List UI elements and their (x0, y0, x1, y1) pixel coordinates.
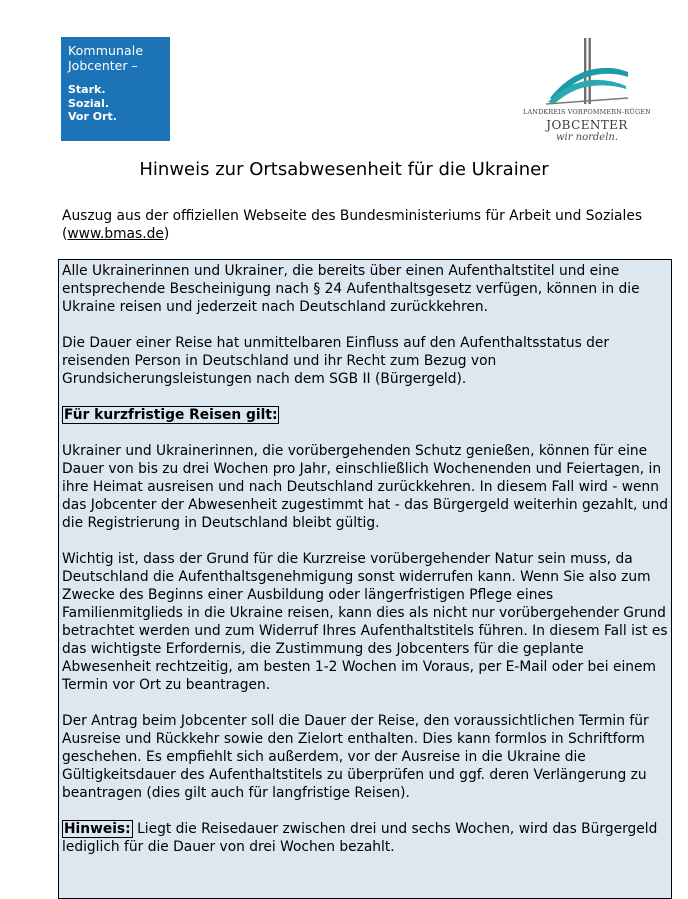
intro-text (62, 207, 682, 243)
intro-sentence: Auszug aus der offiziellen Webseite des Bundesministeriums für Arbeit und Soziales ( (62, 208, 643, 242)
page-title: Hinweis zur Ortsabwesenheit für die Ukrainer (139, 159, 549, 180)
logo-right-jobcenter: JOBCENTER (546, 118, 628, 132)
bridge-emblem-icon (542, 36, 632, 106)
logo-left-line2: Jobcenter – (68, 58, 138, 73)
logo-left-line1: Kommunale (68, 43, 144, 58)
logo-right-district: LANDKREIS VORPOMMERN-RÜGEN (523, 108, 651, 116)
slogan-line-2: Sozial. (68, 96, 110, 110)
paragraph-1: Alle Ukrainerinnen und Ukrainer, die bereits über einen Aufenthaltstitel und eine entsprechende Bescheinigung nach § 24 Aufenthaltsgesetz verfügen, können in die Ukraine reisen und jederzeit nach Deutschland zurückkehren. (62, 263, 640, 315)
slogan-line-1: Stark. (68, 83, 106, 96)
note-label: Hinweis: (64, 821, 131, 837)
logo-right-tagline: wir nordeln. (555, 132, 619, 143)
kommunale-jobcenter-logo (61, 37, 170, 141)
heading-short-trips: Für kurzfristige Reisen gilt: (64, 407, 278, 423)
note-paragraph (62, 820, 668, 856)
paragraph-3: Ukrainer und Ukrainerinnen, die vorübergehenden Schutz genießen, können für eine Dauer von bis zu drei Wochen pro Jahr, einschließlich Wochenenden und Feiertagen, in ihre Heimat ausreisen und nach Deutschland zurückkehren. In diesem Fall wird - wenn das Jobcenter der Abwesenheit zugestimmt hat - das Bürgergeld weiterhin gezahlt, und die Registrierung in Deutschland bleibt gültig. (62, 443, 668, 531)
intro-close: ) (163, 226, 170, 242)
paragraph-4: Wichtig ist, dass der Grund für die Kurzreise vorübergehender Natur sein muss, da Deutschland die Aufenthaltsgenehmigung sonst widerrufen kann. Wenn Sie also zum Zwecke des Beginns einer Ausbildung oder längerfristigen Pflege eines Familienmitglieds in die Ukraine reisen, kann dies als nicht nur vorübergehender Grund betrachtet werden und zum Widerruf Ihres Aufenthaltstitels führen. In diesem Fall ist es das wichtigste Erfordernis, die Zustimmung des Jobcenters für die geplante Abwesenheit rechtzeitig, am besten 1-2 Wochen im Voraus, per E-Mail oder bei einem Termin vor Ort zu beantragen. (62, 551, 668, 693)
content-box (58, 259, 672, 899)
logo-left-slogan (68, 83, 163, 124)
paragraph-5: Der Antrag beim Jobcenter soll die Dauer der Reise, den voraussichtlichen Termin für Ausreise und Rückkehr sowie den Zielort enthalten. Dies kann formlos in Schriftform geschehen. Es empfiehlt sich außerdem, vor der Ausreise in die Ukraine die Gültigkeitsdauer des Aufenthaltstitels zu überprüfen und ggf. deren Verlängerung zu beantragen (dies gilt auch für langfristige Reisen). (62, 713, 649, 801)
jobcenter-vorpommern-ruegen-logo (520, 36, 654, 148)
note-text: Liegt die Reisedauer zwischen drei und sechs Wochen, wird das Bürgergeld lediglich für die Dauer von drei Wochen bezahlt. (62, 821, 658, 855)
slogan-line-3: Vor Ort. (68, 110, 117, 123)
paragraph-2: Die Dauer einer Reise hat unmittelbaren Einfluss auf den Aufenthaltsstatus der reisenden Person in Deutschland und ihr Recht zum Bezug von Grundsicherungsleistungen nach dem SGB II (Bürgergeld). (62, 335, 610, 387)
bmas-link[interactable]: www.bmas.de (67, 226, 164, 242)
